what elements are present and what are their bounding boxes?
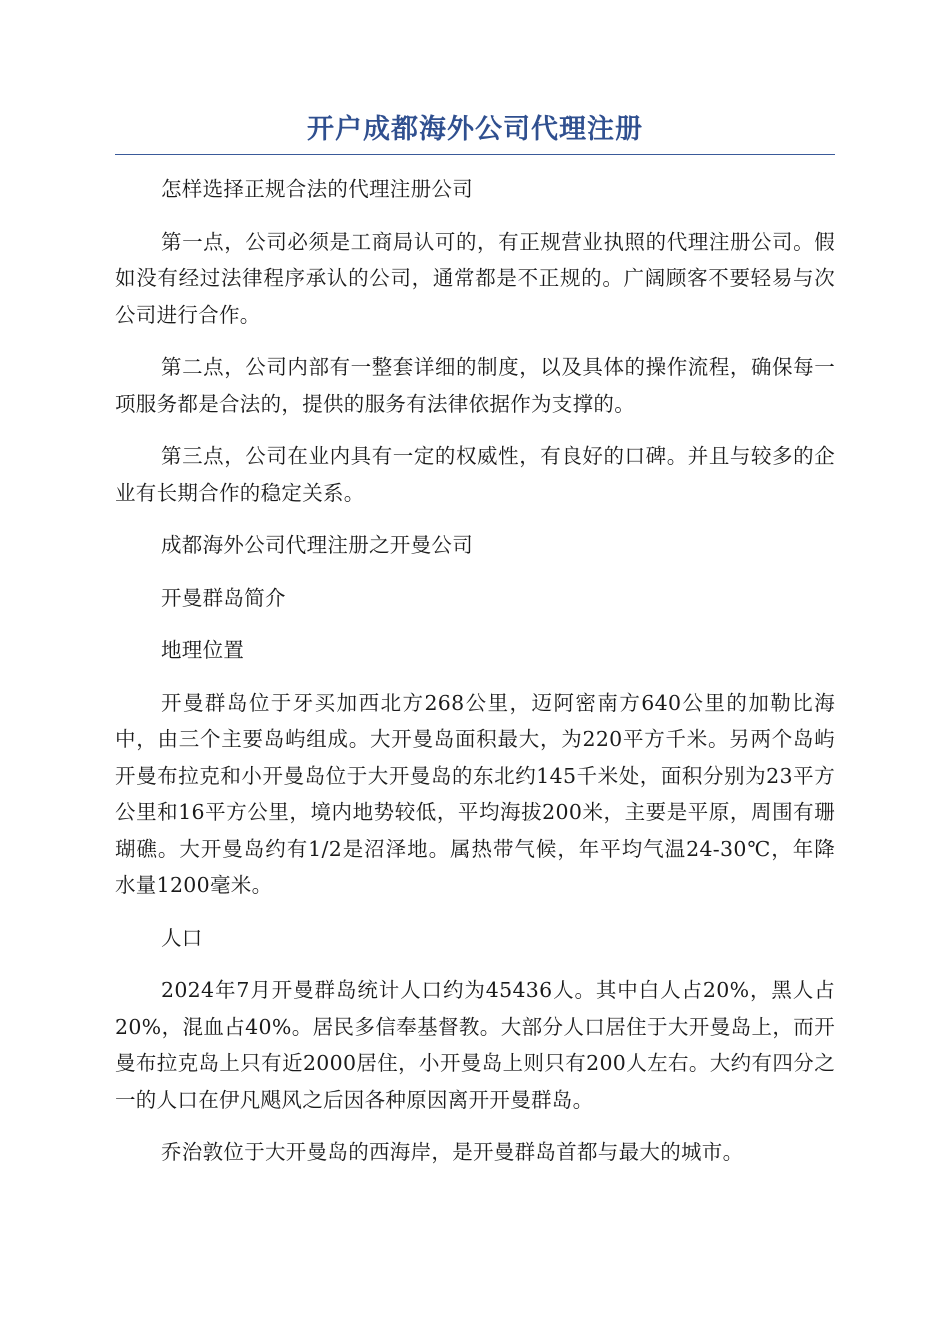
paragraph-point-one: 第一点，公司必须是工商局认可的，有正规营业执照的代理注册公司。假如没有经过法律程序承认的公司，通常都是不正规的。广阔顾客不要轻易与次公司进行合作。: [115, 229, 835, 327]
title-underline: [115, 154, 835, 155]
paragraph-point-three: 第三点，公司在业内具有一定的权威性，有良好的口碑。并且与较多的企业有长期合作的稳定关系。: [115, 444, 835, 505]
paragraph-georgetown: 乔治敦位于大开曼岛的西海岸，是开曼群岛首都与最大的城市。: [161, 1140, 744, 1164]
paragraph-heading-geography: 地理位置: [161, 638, 245, 662]
paragraph-point-two: 第二点，公司内部有一整套详细的制度，以及具体的操作流程，确保每一项服务都是合法的，提供的服务有法律依据作为支撑的。: [115, 355, 835, 416]
document-page: [115, 110, 835, 1187]
paragraph-population: 2024年7月开曼群岛统计人口约为45436人。其中白人占20%，黑人占20%，混血占40%。居民多信奉基督教。大部分人口居住于大开曼岛上，而开曼布拉克岛上只有近2000居住，小开曼岛上则只有200人左右。大约有四分之一的人口在伊凡飓风之后因各种原因离开开曼群岛。: [115, 978, 835, 1112]
paragraph-heading-cayman-intro: 开曼群岛简介: [161, 585, 286, 610]
document-title: 开户成都海外公司代理注册: [307, 114, 643, 145]
paragraph-heading-choose: 怎样选择正规合法的代理注册公司: [161, 177, 473, 201]
paragraph-heading-population: 人口: [161, 925, 203, 950]
paragraph-heading-cayman-company: 成都海外公司代理注册之开曼公司: [161, 533, 473, 557]
paragraph-geography: 开曼群岛位于牙买加西北方268公里，迈阿密南方640公里的加勒比海中，由三个主要岛屿组成。大开曼岛面积最大，为220平方千米。另两个岛屿开曼布拉克和小开曼岛位于大开曼岛的东北约145千米处，面积分别为23平方公里和16平方公里，境内地势较低，平均海拔200米，主要是平原，周围有珊瑚礁。大开曼岛约有1/2是沼泽地。属热带气候，年平均气温24-30℃，年降水量1200毫米。: [115, 690, 835, 897]
